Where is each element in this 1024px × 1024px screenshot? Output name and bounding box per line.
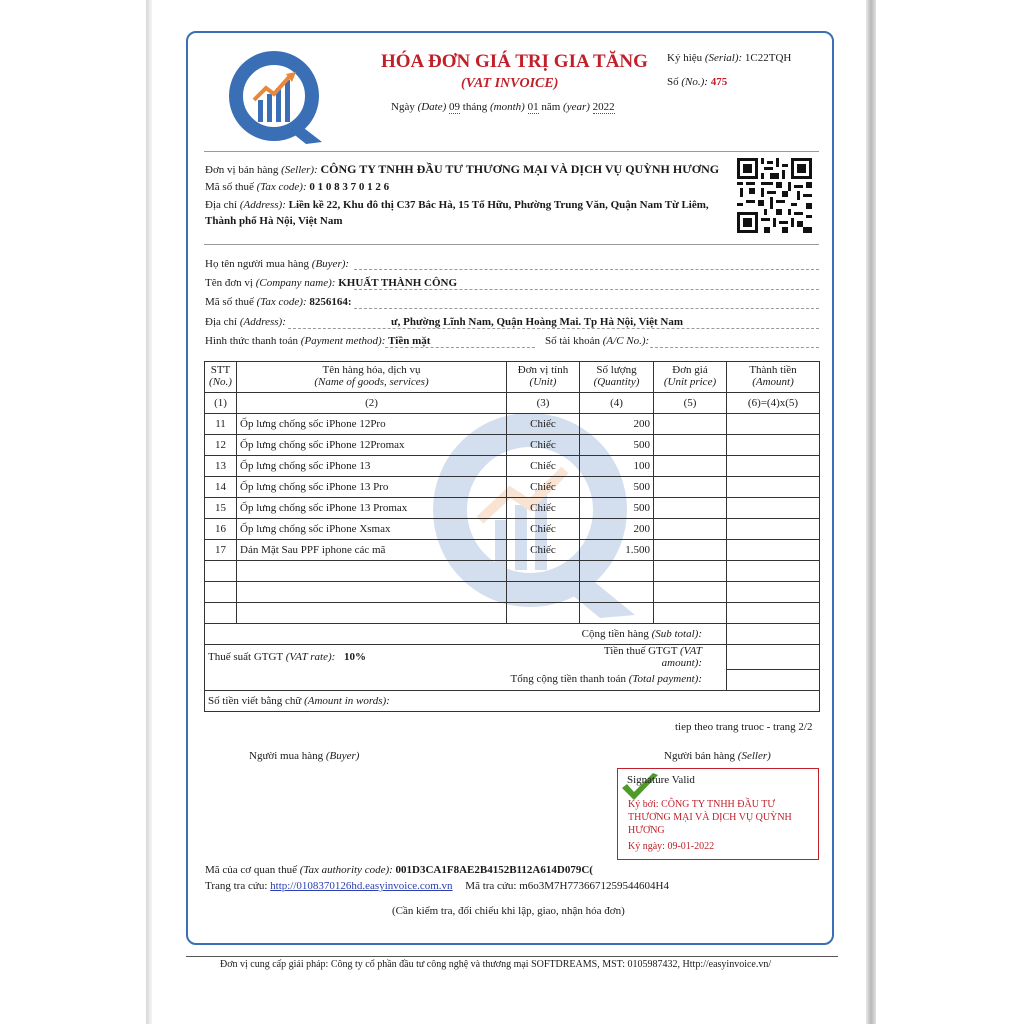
- page-left-edge: [146, 0, 152, 1024]
- column-header-unit: Đơn vị tính (Unit): [507, 362, 580, 393]
- table-row: 14 Ốp lưng chống sốc iPhone 13 Pro Chiếc 500: [205, 477, 820, 498]
- subtotal-row: Cộng tiền hàng (Sub total):: [205, 624, 820, 645]
- column-header-name: Tên hàng hóa, dịch vụ (Name of goods, services): [237, 362, 507, 393]
- invoice-title: HÓA ĐƠN GIÁ TRỊ GIA TĂNG: [381, 51, 648, 72]
- table-row: 17 Dán Mặt Sau PPF iphone các mã Chiếc 1.500: [205, 540, 820, 561]
- table-row: 16 Ốp lưng chống sốc iPhone Xsmax Chiếc 200: [205, 519, 820, 540]
- table-row: 12 Ốp lưng chống sốc iPhone 12Promax Chiếc 500: [205, 435, 820, 456]
- table-row: 11 Ốp lưng chống sốc iPhone 12Pro Chiếc 200: [205, 414, 820, 435]
- column-number-row: (1) (2) (3) (4) (5) (6)=(4)x(5): [205, 393, 820, 414]
- invoice-subtitle: (VAT INVOICE): [461, 76, 559, 91]
- verification-note: (Cần kiểm tra, đối chiếu khi lập, giao, nhận hóa đơn): [392, 905, 625, 917]
- seller-address: Địa chỉ (Address): Liền kề 22, Khu đô thị C37 Bắc Hà, 15 Tố Hữu, Phường Trung Văn, Quận Nam Từ Liêm,: [205, 199, 709, 211]
- footer-divider: [186, 956, 838, 957]
- table-row: 13 Ốp lưng chống sốc iPhone 13 Chiếc 100: [205, 456, 820, 477]
- items-table: [204, 361, 820, 712]
- table-row: 15 Ốp lưng chống sốc iPhone 13 Promax Chiếc 500: [205, 498, 820, 519]
- company-logo-icon: [224, 50, 334, 146]
- table-row-empty: [205, 582, 820, 603]
- buyer-address-label: Địa chỉ (Address):: [205, 316, 286, 328]
- invoice-number-field: Số (No.): 475: [667, 76, 728, 88]
- qr-code-icon: [737, 158, 812, 233]
- invoice-date: Ngày (Date) 09 tháng (month) 01 năm (year) 2022: [391, 101, 615, 113]
- buyer-address: ư, Phường Lĩnh Nam, Quận Hoàng Mai. Tp Hà Nội, Việt Nam: [391, 316, 683, 328]
- footer-provider: Đơn vị cung cấp giải pháp: Công ty cổ phần đầu tư công nghệ và thương mại SOFTDREAMS, MST: 0105987432, Http://easyinvoice.vn/: [220, 959, 772, 970]
- total-row: Tổng cộng tiền thanh toán (Total payment):: [205, 669, 820, 690]
- lookup-link[interactable]: http://0108370126hd.easyinvoice.com.vn: [270, 880, 453, 892]
- table-header-row: [205, 362, 820, 393]
- seller-name: Đơn vị bán hàng (Seller): CÔNG TY TNHH ĐẦU TƯ THƯƠNG MẠI VÀ DỊCH VỤ QUỲNH HƯƠNG: [205, 162, 720, 176]
- table-row-empty: [205, 603, 820, 624]
- table-row-empty: [205, 561, 820, 582]
- column-header-stt: STT (No.): [205, 362, 237, 393]
- divider: [204, 244, 819, 245]
- tax-authority-code: Mã của cơ quan thuế (Tax authority code): 001D3CA1F8AE2B4152B112A614D079C(: [205, 864, 593, 876]
- lookup-info: Trang tra cứu: http://0108370126hd.easyinvoice.com.vn Mã tra cứu: m6o3M7H7736671259544604H4: [205, 880, 669, 892]
- column-header-quantity: Số lượng (Quantity): [580, 362, 654, 393]
- page-right-edge: [866, 0, 876, 1024]
- amount-in-words-row: Số tiền viết bằng chữ (Amount in words):: [205, 690, 820, 711]
- account-number: Số tài khoản (A/C No.):: [545, 335, 650, 347]
- page-continuation: tiep theo trang truoc - trang 2/2: [675, 721, 813, 733]
- buyer-name: Họ tên người mua hàng (Buyer):: [205, 258, 350, 270]
- seller-tax-code: Mã số thuế (Tax code): 0 1 0 8 3 7 0 1 2 6: [205, 181, 390, 193]
- payment-method: Hình thức thanh toán (Payment method): Tiền mặt: [205, 335, 431, 347]
- buyer-signature-label: Người mua hàng (Buyer): [249, 750, 360, 762]
- buyer-company: Tên đơn vị (Company name): KHUẤT THÀNH CÔNG: [205, 277, 457, 289]
- column-header-amount: Thành tiền (Amount): [727, 362, 820, 393]
- serial-field: Ký hiệu (Serial): 1C22TQH: [667, 52, 792, 64]
- seller-address-line2: Thành phố Hà Nội, Việt Nam: [205, 215, 343, 227]
- signature-status: Signature Valid: [627, 774, 695, 786]
- column-header-unit-price: Đơn giá (Unit price): [654, 362, 727, 393]
- seller-signature-label: Người bán hàng (Seller): [664, 750, 771, 762]
- buyer-tax-code: Mã số thuế (Tax code): 8256164:: [205, 296, 352, 308]
- signed-by: Ký bởi: CÔNG TY TNHH ĐẦU TƯ THƯƠNG MẠI VÀ DỊCH VỤ QUỲNH HƯƠNG Ký ngày: 09-01-2022: [628, 799, 792, 852]
- vat-row: Thuế suất GTGT (VAT rate): 10% Tiền thuế GTGT (VAT amount):: [205, 645, 820, 670]
- divider: [204, 151, 819, 152]
